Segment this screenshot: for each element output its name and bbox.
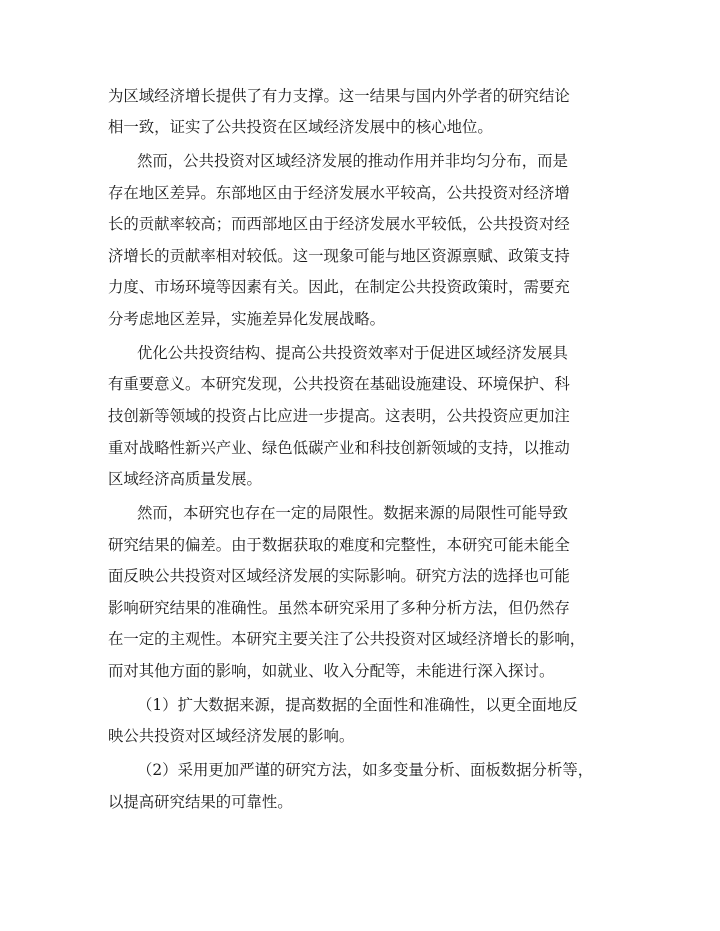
text-line: 有重要意义。本研究发现，公共投资在基础设施建设、环境保护、科 [108,375,570,393]
text-line: 在一定的主观性。本研究主要关注了公共投资对区域经济增长的影响， [108,630,586,648]
text-line: 存在地区差异。东部地区由于经济发展水平较高，公共投资对经济增 [108,184,570,202]
text-line: 影响研究结果的准确性。虽然本研究采用了多种分析方法，但仍然存 [108,599,570,617]
paragraph-first-line: 然而，本研究也存在一定的局限性。数据来源的局限性可能导致 [137,504,568,522]
list-item-first-line: （2）采用更加严谨的研究方法，如多变量分析、面板数据分析等， [137,761,594,779]
paragraph-first-line: 然而，公共投资对区域经济发展的推动作用并非均匀分布，而是 [137,152,568,170]
text-line: 而对其他方面的影响，如就业、收入分配等，未能进行深入探讨。 [108,662,555,680]
text-line: 研究结果的偏差。由于数据获取的难度和完整性，本研究可能未能全 [108,536,570,554]
text-line: 映公共投资对区域经济发展的影响。 [108,727,355,745]
text-line: 区域经济高质量发展。 [108,470,262,488]
text-line: 力度、市场环境等因素有关。因此，在制定公共投资政策时，需要充 [108,278,570,296]
text-line: 相一致，证实了公共投资在区域经济发展中的核心地位。 [108,118,493,136]
text-line: 以提高研究结果的可靠性。 [108,793,293,811]
text-line: 长的贡献率较高；而西部地区由于经济发展水平较低，公共投资对经 [108,215,570,233]
text-line: 技创新等领域的投资占比应进一步提高。这表明，公共投资应更加注 [108,407,570,425]
text-line: 重对战略性新兴产业、绿色低碳产业和科技创新领域的支持，以推动 [108,439,570,457]
text-line: 分考虑地区差异，实施差异化发展战略。 [108,310,386,328]
text-line: 济增长的贡献率相对较低。这一现象可能与地区资源禀赋、政策支持 [108,247,570,265]
text-line: 为区域经济增长提供了有力支撑。这一结果与国内外学者的研究结论 [108,87,570,105]
text-line: 面反映公共投资对区域经济发展的实际影响。研究方法的选择也可能 [108,567,570,585]
list-item-first-line: （1）扩大数据来源，提高数据的全面性和准确性，以更全面地反 [137,696,578,714]
paragraph-first-line: 优化公共投资结构、提高公共投资效率对于促进区域经济发展具 [137,344,568,362]
